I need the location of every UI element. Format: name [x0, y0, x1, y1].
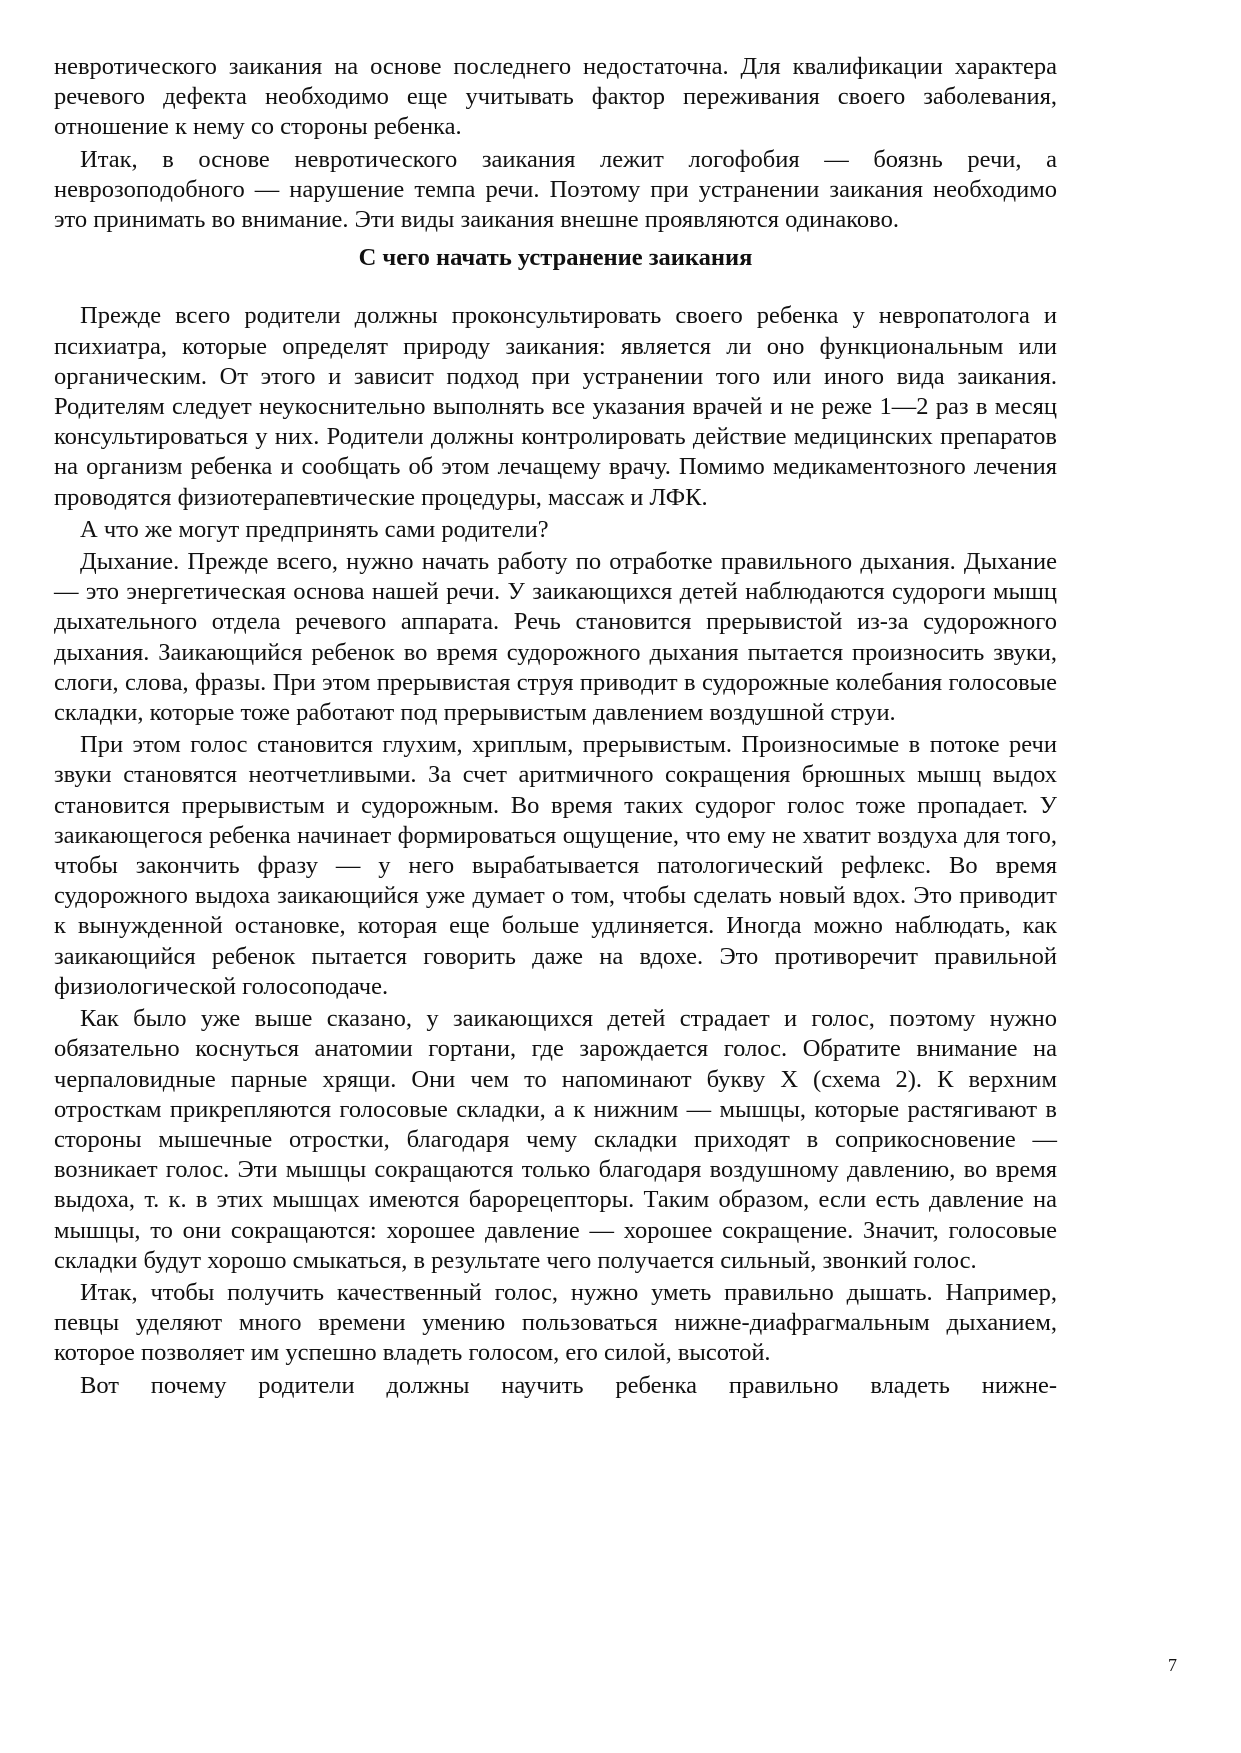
paragraph: Дыхание. Прежде всего, нужно начать работу по отработке правильного дыхания. Дыхание — это энергетическая основа нашей речи. У заикающихся детей наблюдаются судороги мышц дыхательного отдела речевого аппарата. Речь становится прерывистой из-за судорожного дыхания. Заикающийся ребенок во время судорожного дыхания пытается произносить звуки, слоги, слова, фразы. При этом прерывистая струя приводит в судорожные колебания голосовые складки, которые тоже работают под прерывистым давлением воздушной струи.: [54, 548, 1057, 727]
paragraph-last: Вот почему родители должны научить ребенка правильно владеть нижне-: [80, 1371, 1057, 1399]
paragraph: Итак, чтобы получить качественный голос, нужно уметь правильно дышать. Например, певцы уделяют много времени умению пользоваться нижне-диафрагмальным дыханием, которое позволяет им успешно владеть голосом, его силой, высотой.: [54, 1278, 1057, 1367]
paragraph: Как было уже выше сказано, у заикающихся детей страдает и голос, поэтому нужно обязательно коснуться анатомии гортани, где зарождается голос. Обратите внимание на черпаловидные парные хрящи. Они чем то напоминают букву Х (схема 2). К верхним отросткам прикрепляются голосовые складки, а к нижним — мышцы, которые растягивают в стороны мышечные отростки, благодаря чему складки приходят в соприкосновение — возникает голос. Эти мышцы сокращаются только благодаря воздушному давлению, во время выдоха, т. к. в этих мышцах имеются барорецепторы. Таким образом, если есть давление на мышцы, то они сокращаются: хорошее давление — хорошее сокращение. Значит, голосовые складки будут хорошо смыкаться, в результате чего получается сильный, звонкий голос.: [54, 1005, 1057, 1274]
section-heading: С чего начать устранение заикания: [358, 244, 753, 272]
page-number: 7: [1168, 1655, 1177, 1675]
paragraph-continuation: невротического заикания на основе последнего недостаточна. Для квалификации характера речевого дефекта необходимо еще учитывать фактор переживания своего заболевания, отношение к нему со стороны ребенка.: [54, 53, 1057, 141]
paragraph: А что же могут предпринять сами родители?: [80, 515, 549, 543]
paragraph: При этом голос становится глухим, хриплым, прерывистым. Произносимые в потоке речи звуки становятся неотчетливыми. За счет аритмичного сокращения брюшных мышц выдох становится прерывистым и судорожным. Во время таких судорог голос тоже пропадает. У заикающегося ребенка начинает формироваться ощущение, что ему не хватит воздуха для того, чтобы закончить фразу — у него вырабатывается патологический рефлекс. Во время судорожного выдоха заикающийся уже думает о том, чтобы сделать новый вдох. Это приводит к вынужденной остановке, которая еще больше удлиняется. Иногда можно наблюдать, как заикающийся ребенок пытается говорить даже на вдохе. Это противоречит правильной физиологической голосоподаче.: [54, 731, 1057, 1000]
paragraph: Прежде всего родители должны проконсультировать своего ребенка у невропатолога и психиатра, которые определят природу заикания: является ли оно функциональным или органическим. От этого и зависит подход при устранении того или иного вида заикания. Родителям следует неукоснительно выполнять все указания врачей и не реже 1—2 раз в месяц консультироваться у них. Родители должны контролировать действие медицинских препаратов на организм ребенка и сообщать об этом лечащему врачу. Помимо медикаментозного лечения проводятся физиотерапевтические процедуры, массаж и ЛФК.: [54, 302, 1057, 511]
document-page: [54, 52, 1057, 1403]
paragraph: Итак, в основе невротического заикания лежит логофобия — боязнь речи, а неврозоподобного — нарушение темпа речи. Поэтому при устранении заикания необходимо это принимать во внимание. Эти виды заикания внешне проявляются одинаково.: [54, 145, 1057, 234]
